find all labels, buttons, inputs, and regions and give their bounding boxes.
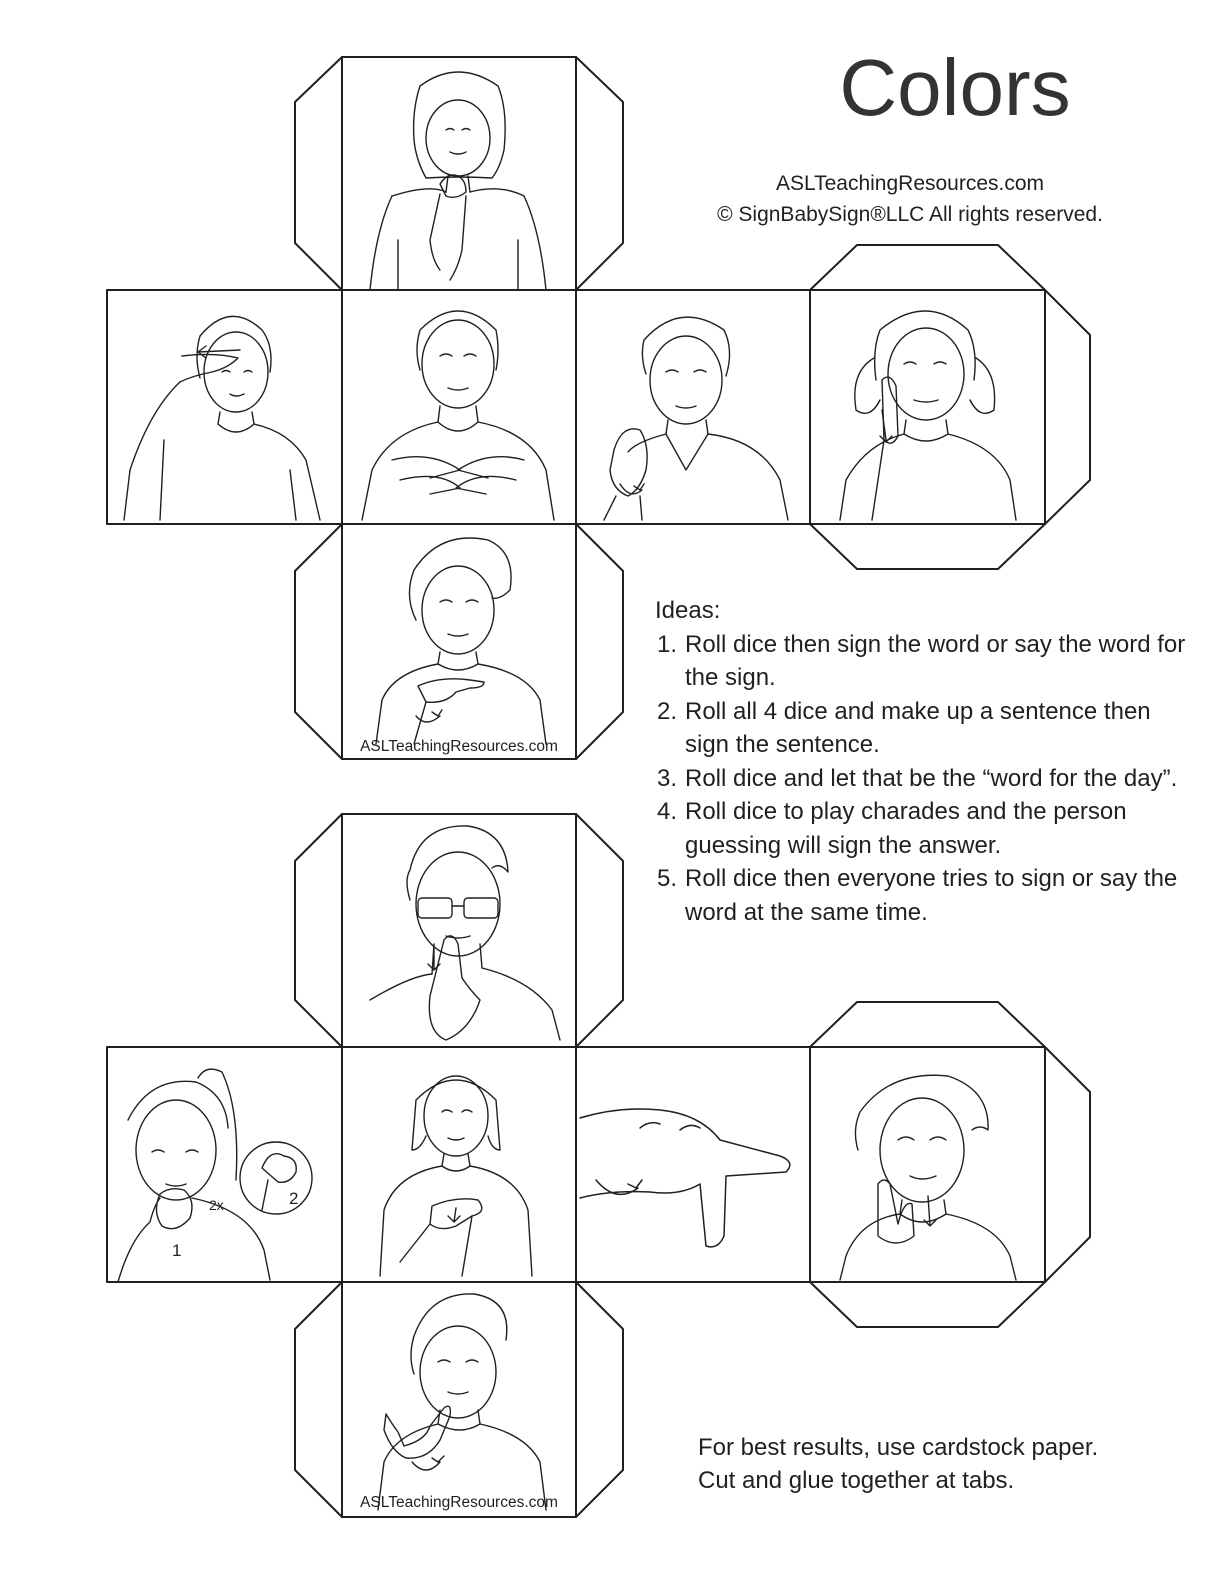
step-1-label: 1 bbox=[172, 1241, 182, 1260]
sign-illustration-center bbox=[362, 311, 554, 520]
idea-item bbox=[655, 628, 1195, 695]
sign-illustration-left bbox=[124, 316, 320, 520]
dice-face-center bbox=[342, 1047, 576, 1282]
sign-illustration-right bbox=[580, 1109, 790, 1247]
idea-number: 1. bbox=[657, 630, 678, 658]
idea-text: Roll all 4 dice and make up a sentence then sign the sentence. bbox=[685, 697, 1151, 758]
ideas-list bbox=[655, 628, 1195, 930]
glue-tab bbox=[810, 1002, 1045, 1047]
dice-face-top bbox=[342, 814, 576, 1047]
repeat-count-label: 2x bbox=[209, 1197, 224, 1213]
glue-tab bbox=[576, 1282, 623, 1517]
glue-tab bbox=[576, 524, 623, 759]
idea-number: 2. bbox=[657, 697, 678, 725]
sign-illustration-top bbox=[370, 826, 560, 1040]
glue-tab bbox=[1045, 1047, 1090, 1282]
glue-tab bbox=[576, 814, 623, 1047]
sign-illustration-top bbox=[370, 72, 546, 290]
glue-tab bbox=[810, 1282, 1045, 1327]
sign-illustration-right bbox=[604, 317, 788, 520]
glue-tab bbox=[295, 57, 342, 290]
copyright-notice: © SignBabySign®LLC All rights reserved. bbox=[717, 203, 1103, 226]
watermark-cube-2: ASLTeachingResources.com bbox=[360, 1494, 558, 1511]
idea-item bbox=[655, 695, 1195, 762]
sign-illustration-center bbox=[380, 1076, 532, 1276]
page-title: Colors bbox=[839, 43, 1071, 132]
glue-tab bbox=[810, 245, 1045, 290]
dice-face-left bbox=[107, 1047, 342, 1282]
glue-tab bbox=[295, 814, 342, 1047]
sign-illustration-far-right bbox=[840, 1075, 1016, 1280]
sign-illustration-left bbox=[118, 1069, 312, 1282]
dice-face-right bbox=[576, 1047, 810, 1282]
glue-tab bbox=[295, 1282, 342, 1517]
dice-face-left bbox=[107, 290, 342, 524]
tip-line: For best results, use cardstock paper. bbox=[698, 1434, 1099, 1461]
sign-illustration-bottom bbox=[376, 538, 546, 744]
tip-line: Cut and glue together at tabs. bbox=[698, 1467, 1015, 1494]
dice-face-bottom bbox=[342, 1282, 576, 1517]
step-2-label: 2 bbox=[289, 1189, 299, 1208]
sign-illustration-bottom bbox=[378, 1294, 546, 1510]
glue-tab bbox=[810, 524, 1045, 569]
glue-tab bbox=[1045, 290, 1090, 524]
dice-face-far-right bbox=[810, 1047, 1045, 1282]
tips-section bbox=[698, 1431, 1178, 1497]
watermark-cube-1: ASLTeachingResources.com bbox=[360, 738, 558, 755]
idea-number: 5. bbox=[657, 865, 678, 892]
glue-tab bbox=[295, 524, 342, 759]
idea-text: Roll dice and let that be the “word for the day”. bbox=[685, 764, 1178, 792]
sign-illustration-far-right bbox=[840, 311, 1016, 520]
ideas-heading: Ideas: bbox=[655, 597, 721, 624]
idea-number: 4. bbox=[657, 798, 678, 825]
idea-item bbox=[655, 762, 1195, 796]
dice-face-bottom bbox=[342, 524, 576, 759]
idea-item bbox=[655, 795, 1195, 862]
idea-number: 3. bbox=[657, 764, 678, 792]
idea-text: Roll dice then sign the word or say the word for the sign. bbox=[685, 630, 1186, 691]
glue-tab bbox=[576, 57, 623, 290]
idea-text: Roll dice to play charades and the person guessing will sign the answer. bbox=[685, 798, 1127, 859]
idea-item bbox=[655, 862, 1195, 929]
idea-text: Roll dice then everyone tries to sign or say the word at the same time. bbox=[685, 865, 1178, 926]
ideas-section bbox=[655, 594, 1195, 929]
website-credit: ASLTeachingResources.com bbox=[775, 172, 1045, 195]
